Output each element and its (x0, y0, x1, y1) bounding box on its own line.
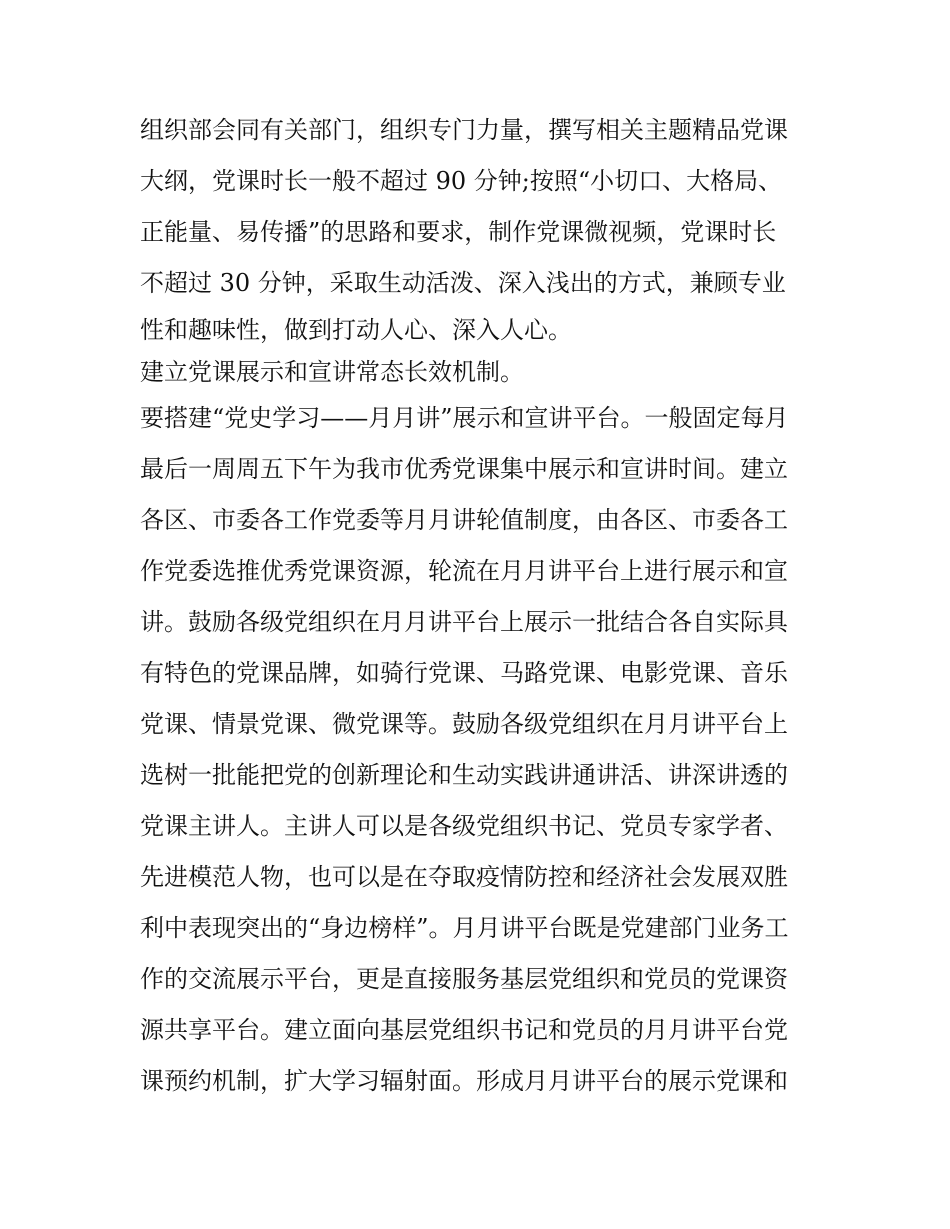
text-line: 讲。鼓励各级党组织在月月讲平台上展示一批结合各自实际具 (140, 608, 788, 636)
text-line: 党课、情景党课、微党课等。鼓励各级党组织在月月讲平台上 (140, 710, 788, 738)
text-line: 作的交流展示平台，更是直接服务基层党组织和党员的党课资 (140, 965, 788, 993)
text-line: 作党委选推优秀党课资源，轮流在月月讲平台上进行展示和宣 (140, 557, 788, 585)
text-line: 源共享平台。建立面向基层党组织书记和党员的月月讲平台党 (140, 1016, 788, 1044)
text-line: 性和趣味性，做到打动人心、深入人心。 (140, 316, 572, 344)
text-line: 利中表现突出的“身边榜样”。月月讲平台既是党建部门业务工 (140, 914, 789, 942)
text-line: 不超过 30 分钟，采取生动活泼、深入浅出的方式，兼顾专业 (140, 269, 786, 297)
text-line: 选树一批能把党的创新理论和生动实践讲通讲活、讲深讲透的 (140, 761, 788, 789)
text-line: 要搭建“党史学习——月月讲”展示和宣讲平台。一般固定每月 (140, 404, 789, 432)
text-line: 大纲，党课时长一般不超过 90 分钟;按照“小切口、大格局、 (140, 167, 783, 195)
text-line: 课预约机制，扩大学习辐射面。形成月月讲平台的展示党课和 (140, 1067, 788, 1095)
text-line: 正能量、易传播”的思路和要求，制作党课微视频，党课时长 (140, 218, 777, 246)
section-heading: 建立党课展示和宣讲常态长效机制。 (140, 358, 524, 386)
text-line: 组织部会同有关部门，组织专门力量，撰写相关主题精品党课 (140, 116, 788, 144)
body-text (140, 105, 830, 1107)
text-line: 最后一周周五下午为我市优秀党课集中展示和宣讲时间。建立 (140, 455, 788, 483)
text-line: 有特色的党课品牌，如骑行党课、马路党课、电影党课、音乐 (140, 659, 788, 687)
text-line: 先进模范人物，也可以是在夺取疫情防控和经济社会发展双胜 (140, 863, 788, 891)
text-line: 各区、市委各工作党委等月月讲轮值制度，由各区、市委各工 (140, 506, 788, 534)
text-line: 党课主讲人。主讲人可以是各级党组织书记、党员专家学者、 (140, 812, 788, 840)
